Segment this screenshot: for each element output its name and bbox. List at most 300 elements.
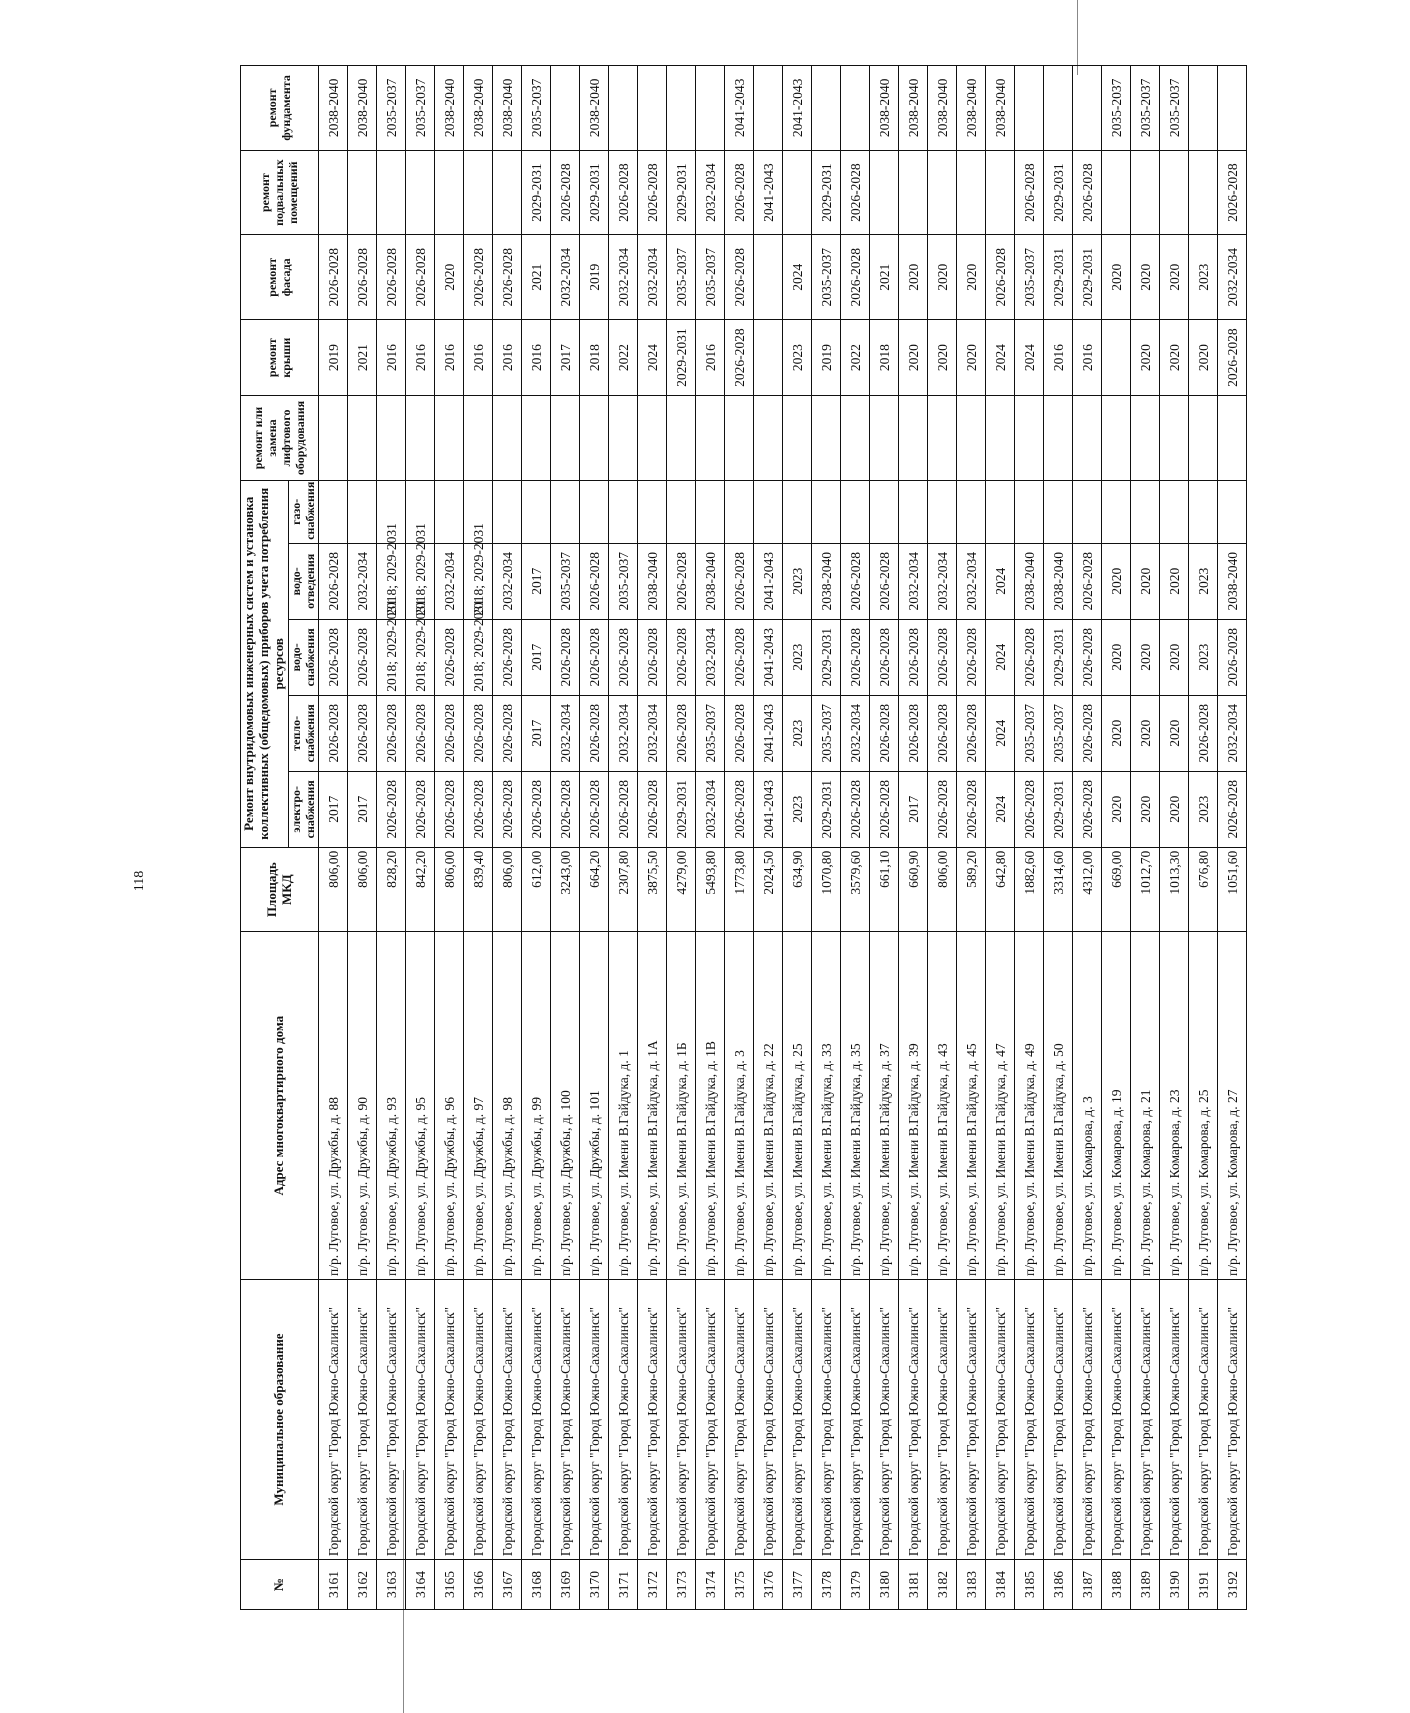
- address-cell: п/р. Луговое, ул. Дружбы, д. 95: [406, 932, 435, 1279]
- area-cell: 842,20: [406, 847, 435, 932]
- electric-cell: 2026-2028: [464, 771, 493, 847]
- address-cell: п/р. Луговое, ул. Имени В.Гайдука, д. 1: [609, 932, 638, 1279]
- area-cell: 1051,60: [1218, 847, 1247, 932]
- foundation-cell: [667, 66, 696, 151]
- table-row: [609, 66, 638, 1610]
- basement-cell: [783, 150, 812, 235]
- area-cell: 612,00: [522, 847, 551, 932]
- sewer-cell: 2018; 2029-2031: [377, 543, 406, 619]
- basement-cell: 2029-2031: [667, 150, 696, 235]
- municipality-cell: Городской округ "Город Южно-Сахалинск": [1131, 1279, 1160, 1559]
- facade-cell: 2032-2034: [609, 235, 638, 320]
- table-row: [957, 66, 986, 1610]
- foundation-cell: 2035-2037: [522, 66, 551, 151]
- electric-cell: 2017: [899, 771, 928, 847]
- area-cell: 5493,80: [696, 847, 725, 932]
- facade-cell: 2032-2034: [638, 235, 667, 320]
- address-cell: п/р. Луговое, ул. Дружбы, д. 90: [348, 932, 377, 1279]
- heat-cell: 2026-2028: [870, 695, 899, 771]
- basement-cell: 2026-2028: [841, 150, 870, 235]
- area-cell: 1012,70: [1131, 847, 1160, 932]
- electric-cell: 2026-2028: [377, 771, 406, 847]
- facade-cell: 2029-2031: [1044, 235, 1073, 320]
- elevator-cell: [377, 396, 406, 481]
- electric-cell: 2026-2028: [551, 771, 580, 847]
- facade-cell: 2035-2037: [1015, 235, 1044, 320]
- elevator-cell: [870, 396, 899, 481]
- municipality-cell: Городской округ "Город Южно-Сахалинск": [348, 1279, 377, 1559]
- sewer-cell: 2026-2028: [870, 543, 899, 619]
- municipality-cell: Городской округ "Город Южно-Сахалинск": [870, 1279, 899, 1559]
- basement-cell: 2026-2028: [609, 150, 638, 235]
- facade-cell: 2020: [928, 235, 957, 320]
- foundation-cell: [812, 66, 841, 151]
- electric-cell: 2026-2028: [1015, 771, 1044, 847]
- electric-cell: 2023: [1189, 771, 1218, 847]
- municipality-cell: Городской округ "Город Южно-Сахалинск": [609, 1279, 638, 1559]
- basement-cell: [1102, 150, 1131, 235]
- municipality-cell: Городской округ "Город Южно-Сахалинск": [551, 1279, 580, 1559]
- elevator-cell: [986, 396, 1015, 481]
- municipality-cell: Городской округ "Город Южно-Сахалинск": [1044, 1279, 1073, 1559]
- scan-artifact-line: [1077, 0, 1078, 75]
- gas-cell: [319, 480, 348, 543]
- municipality-cell: Городской округ "Город Южно-Сахалинск": [464, 1279, 493, 1559]
- facade-cell: 2029-2031: [1073, 235, 1102, 320]
- municipality-cell: Городской округ "Город Южно-Сахалинск": [493, 1279, 522, 1559]
- heat-cell: 2026-2028: [348, 695, 377, 771]
- roof-cell: 2026-2028: [725, 320, 754, 396]
- row-number: 3183: [957, 1560, 986, 1610]
- foundation-cell: 2035-2037: [377, 66, 406, 151]
- area-cell: 661,10: [870, 847, 899, 932]
- roof-cell: 2023: [783, 320, 812, 396]
- facade-cell: 2024: [783, 235, 812, 320]
- foundation-cell: 2038-2040: [319, 66, 348, 151]
- sewer-cell: 2026-2028: [841, 543, 870, 619]
- address-cell: п/р. Луговое, ул. Дружбы, д. 97: [464, 932, 493, 1279]
- row-number: 3190: [1160, 1560, 1189, 1610]
- heat-cell: 2026-2028: [464, 695, 493, 771]
- area-cell: 3579,60: [841, 847, 870, 932]
- basement-cell: [1131, 150, 1160, 235]
- water-cell: 2020: [1102, 619, 1131, 695]
- heat-cell: 2032-2034: [551, 695, 580, 771]
- address-cell: п/р. Луговое, ул. Комарова, д. 27: [1218, 932, 1247, 1279]
- basement-cell: 2032-2034: [696, 150, 725, 235]
- gas-cell: [1044, 480, 1073, 543]
- sewer-cell: 2038-2040: [1218, 543, 1247, 619]
- municipality-cell: Городской округ "Город Южно-Сахалинск": [319, 1279, 348, 1559]
- sewer-cell: 2035-2037: [609, 543, 638, 619]
- elevator-cell: [638, 396, 667, 481]
- capital-repair-table: [240, 65, 1247, 1610]
- row-number: 3184: [986, 1560, 1015, 1610]
- municipality-cell: Городской округ "Город Южно-Сахалинск": [1189, 1279, 1218, 1559]
- water-cell: 2026-2028: [870, 619, 899, 695]
- heat-cell: 2026-2028: [667, 695, 696, 771]
- address-cell: п/р. Луговое, ул. Имени В.Гайдука, д. 45: [957, 932, 986, 1279]
- water-cell: 2032-2034: [696, 619, 725, 695]
- gas-cell: [435, 480, 464, 543]
- foundation-cell: [551, 66, 580, 151]
- heat-cell: 2026-2028: [377, 695, 406, 771]
- area-cell: 806,00: [435, 847, 464, 932]
- foundation-cell: [754, 66, 783, 151]
- roof-cell: 2020: [1160, 320, 1189, 396]
- address-cell: п/р. Луговое, ул. Дружбы, д. 96: [435, 932, 464, 1279]
- water-cell: 2029-2031: [812, 619, 841, 695]
- row-number: 3175: [725, 1560, 754, 1610]
- area-cell: 806,00: [928, 847, 957, 932]
- facade-cell: 2035-2037: [667, 235, 696, 320]
- municipality-cell: Городской округ "Город Южно-Сахалинск": [812, 1279, 841, 1559]
- row-number: 3162: [348, 1560, 377, 1610]
- foundation-cell: 2038-2040: [348, 66, 377, 151]
- electric-cell: 2026-2028: [841, 771, 870, 847]
- header-sewer: водо-отведения: [288, 543, 319, 619]
- water-cell: 2026-2028: [319, 619, 348, 695]
- row-number: 3186: [1044, 1560, 1073, 1610]
- water-cell: 2018; 2029-2031: [406, 619, 435, 695]
- basement-cell: [406, 150, 435, 235]
- address-cell: п/р. Луговое, ул. Дружбы, д. 98: [493, 932, 522, 1279]
- heat-cell: 2020: [1102, 695, 1131, 771]
- facade-cell: 2026-2028: [348, 235, 377, 320]
- table-row: [754, 66, 783, 1610]
- address-cell: п/р. Луговое, ул. Имени В.Гайдука, д. 1Б: [667, 932, 696, 1279]
- heat-cell: 2032-2034: [609, 695, 638, 771]
- basement-cell: 2026-2028: [1073, 150, 1102, 235]
- address-cell: п/р. Луговое, ул. Имени В.Гайдука, д. 1А: [638, 932, 667, 1279]
- sewer-cell: 2032-2034: [493, 543, 522, 619]
- address-cell: п/р. Луговое, ул. Имени В.Гайдука, д. 49: [1015, 932, 1044, 1279]
- table-row: [580, 66, 609, 1610]
- table-row: [493, 66, 522, 1610]
- area-cell: 4312,00: [1073, 847, 1102, 932]
- row-number: 3178: [812, 1560, 841, 1610]
- water-cell: 2020: [1131, 619, 1160, 695]
- municipality-cell: Городской округ "Город Южно-Сахалинск": [1073, 1279, 1102, 1559]
- table-row: [406, 66, 435, 1610]
- elevator-cell: [464, 396, 493, 481]
- row-number: 3192: [1218, 1560, 1247, 1610]
- table-row: [522, 66, 551, 1610]
- heat-cell: 2026-2028: [899, 695, 928, 771]
- heat-cell: 2023: [783, 695, 812, 771]
- roof-cell: 2018: [870, 320, 899, 396]
- row-number: 3173: [667, 1560, 696, 1610]
- roof-cell: 2022: [609, 320, 638, 396]
- water-cell: 2026-2028: [435, 619, 464, 695]
- basement-cell: 2026-2028: [551, 150, 580, 235]
- area-cell: 664,20: [580, 847, 609, 932]
- gas-cell: [928, 480, 957, 543]
- area-cell: 1070,80: [812, 847, 841, 932]
- facade-cell: 2026-2028: [377, 235, 406, 320]
- row-number: 3167: [493, 1560, 522, 1610]
- foundation-cell: 2038-2040: [957, 66, 986, 151]
- heat-cell: 2026-2028: [928, 695, 957, 771]
- gas-cell: [696, 480, 725, 543]
- water-cell: 2026-2028: [957, 619, 986, 695]
- water-cell: 2026-2028: [551, 619, 580, 695]
- elevator-cell: [406, 396, 435, 481]
- header-gas: газо-снабжения: [288, 480, 319, 543]
- address-cell: п/р. Луговое, ул. Имени В.Гайдука, д. 50: [1044, 932, 1073, 1279]
- area-cell: 1013,30: [1160, 847, 1189, 932]
- heat-cell: 2041-2043: [754, 695, 783, 771]
- address-cell: п/р. Луговое, ул. Имени В.Гайдука, д. 22: [754, 932, 783, 1279]
- municipality-cell: Городской округ "Город Южно-Сахалинск": [1102, 1279, 1131, 1559]
- gas-cell: [609, 480, 638, 543]
- foundation-cell: 2038-2040: [435, 66, 464, 151]
- area-cell: 828,20: [377, 847, 406, 932]
- table-row: [841, 66, 870, 1610]
- roof-cell: 2017: [551, 320, 580, 396]
- municipality-cell: Городской округ "Город Южно-Сахалинск": [406, 1279, 435, 1559]
- facade-cell: 2021: [522, 235, 551, 320]
- roof-cell: 2016: [1073, 320, 1102, 396]
- elevator-cell: [957, 396, 986, 481]
- sewer-cell: 2024: [986, 543, 1015, 619]
- foundation-cell: 2035-2037: [406, 66, 435, 151]
- elevator-cell: [667, 396, 696, 481]
- foundation-cell: 2035-2037: [1102, 66, 1131, 151]
- address-cell: п/р. Луговое, ул. Имени В.Гайдука, д. 25: [783, 932, 812, 1279]
- municipality-cell: Городской округ "Город Южно-Сахалинск": [899, 1279, 928, 1559]
- heat-cell: 2026-2028: [493, 695, 522, 771]
- foundation-cell: 2038-2040: [899, 66, 928, 151]
- gas-cell: [667, 480, 696, 543]
- water-cell: 2026-2028: [667, 619, 696, 695]
- area-cell: 660,90: [899, 847, 928, 932]
- foundation-cell: [1044, 66, 1073, 151]
- electric-cell: 2026-2028: [493, 771, 522, 847]
- elevator-cell: [725, 396, 754, 481]
- gas-cell: [1218, 480, 1247, 543]
- basement-cell: [928, 150, 957, 235]
- roof-cell: 2020: [928, 320, 957, 396]
- area-cell: 2307,80: [609, 847, 638, 932]
- facade-cell: 2020: [1102, 235, 1131, 320]
- address-cell: п/р. Луговое, ул. Комарова, д. 3: [1073, 932, 1102, 1279]
- area-cell: 839,40: [464, 847, 493, 932]
- sewer-cell: 2032-2034: [435, 543, 464, 619]
- water-cell: 2026-2028: [841, 619, 870, 695]
- electric-cell: 2023: [783, 771, 812, 847]
- sewer-cell: 2038-2040: [696, 543, 725, 619]
- area-cell: 634,90: [783, 847, 812, 932]
- area-cell: 3243,00: [551, 847, 580, 932]
- roof-cell: 2029-2031: [667, 320, 696, 396]
- electric-cell: 2026-2028: [928, 771, 957, 847]
- water-cell: 2029-2031: [1044, 619, 1073, 695]
- water-cell: 2026-2028: [580, 619, 609, 695]
- facade-cell: 2020: [435, 235, 464, 320]
- row-number: 3176: [754, 1560, 783, 1610]
- electric-cell: 2026-2028: [609, 771, 638, 847]
- address-cell: п/р. Луговое, ул. Имени В.Гайдука, д. 39: [899, 932, 928, 1279]
- municipality-cell: Городской округ "Город Южно-Сахалинск": [1015, 1279, 1044, 1559]
- area-cell: 676,80: [1189, 847, 1218, 932]
- roof-cell: 2016: [493, 320, 522, 396]
- sewer-cell: 2026-2028: [1073, 543, 1102, 619]
- table-row: [783, 66, 812, 1610]
- elevator-cell: [696, 396, 725, 481]
- municipality-cell: Городской округ "Город Южно-Сахалинск": [696, 1279, 725, 1559]
- roof-cell: 2019: [812, 320, 841, 396]
- gas-cell: [580, 480, 609, 543]
- electric-cell: 2026-2028: [1218, 771, 1247, 847]
- row-number: 3189: [1131, 1560, 1160, 1610]
- basement-cell: 2029-2031: [1044, 150, 1073, 235]
- gas-cell: [1131, 480, 1160, 543]
- roof-cell: 2016: [464, 320, 493, 396]
- area-cell: 669,00: [1102, 847, 1131, 932]
- heat-cell: 2026-2028: [580, 695, 609, 771]
- gas-cell: [1189, 480, 1218, 543]
- basement-cell: [377, 150, 406, 235]
- elevator-cell: [899, 396, 928, 481]
- electric-cell: 2017: [348, 771, 377, 847]
- municipality-cell: Городской округ "Город Южно-Сахалинск": [754, 1279, 783, 1559]
- heat-cell: 2017: [522, 695, 551, 771]
- sewer-cell: 2018; 2029-2031: [464, 543, 493, 619]
- address-cell: п/р. Луговое, ул. Комарова, д. 19: [1102, 932, 1131, 1279]
- roof-cell: 2020: [957, 320, 986, 396]
- electric-cell: 2026-2028: [435, 771, 464, 847]
- municipality-cell: Городской округ "Город Южно-Сахалинск": [638, 1279, 667, 1559]
- facade-cell: 2032-2034: [1218, 235, 1247, 320]
- table-row: [696, 66, 725, 1610]
- header-no: №: [241, 1560, 319, 1610]
- electric-cell: 2020: [1131, 771, 1160, 847]
- area-cell: 3314,60: [1044, 847, 1073, 932]
- municipality-cell: Городской округ "Город Южно-Сахалинск": [928, 1279, 957, 1559]
- facade-cell: 2020: [1131, 235, 1160, 320]
- table-row: [928, 66, 957, 1610]
- facade-cell: 2032-2034: [551, 235, 580, 320]
- table-row: [464, 66, 493, 1610]
- roof-cell: [1102, 320, 1131, 396]
- address-cell: п/р. Луговое, ул. Комарова, д. 23: [1160, 932, 1189, 1279]
- area-cell: 589,20: [957, 847, 986, 932]
- address-cell: п/р. Луговое, ул. Дружбы, д. 93: [377, 932, 406, 1279]
- gas-cell: [783, 480, 812, 543]
- roof-cell: 2020: [899, 320, 928, 396]
- heat-cell: 2026-2028: [1073, 695, 1102, 771]
- roof-cell: 2018: [580, 320, 609, 396]
- electric-cell: 2029-2031: [812, 771, 841, 847]
- row-number: 3166: [464, 1560, 493, 1610]
- heat-cell: 2020: [1160, 695, 1189, 771]
- table-row: [1131, 66, 1160, 1610]
- foundation-cell: 2038-2040: [986, 66, 1015, 151]
- table-row: [1102, 66, 1131, 1610]
- heat-cell: 2024: [986, 695, 1015, 771]
- sewer-cell: 2038-2040: [638, 543, 667, 619]
- electric-cell: 2026-2028: [580, 771, 609, 847]
- elevator-cell: [551, 396, 580, 481]
- address-cell: п/р. Луговое, ул. Имени В.Гайдука, д. 33: [812, 932, 841, 1279]
- foundation-cell: 2035-2037: [1160, 66, 1189, 151]
- electric-cell: 2026-2028: [522, 771, 551, 847]
- basement-cell: [957, 150, 986, 235]
- sewer-cell: 2020: [1102, 543, 1131, 619]
- heat-cell: 2026-2028: [406, 695, 435, 771]
- area-cell: 1773,80: [725, 847, 754, 932]
- municipality-cell: Городской округ "Город Южно-Сахалинск": [725, 1279, 754, 1559]
- address-cell: п/р. Луговое, ул. Имени В.Гайдука, д. 1В: [696, 932, 725, 1279]
- address-cell: п/р. Луговое, ул. Имени В.Гайдука, д. 47: [986, 932, 1015, 1279]
- facade-cell: 2026-2028: [406, 235, 435, 320]
- header-roof: ремонт крыши: [241, 320, 319, 396]
- water-cell: 2026-2028: [725, 619, 754, 695]
- row-number: 3172: [638, 1560, 667, 1610]
- municipality-cell: Городской округ "Город Южно-Сахалинск": [1218, 1279, 1247, 1559]
- roof-cell: 2024: [1015, 320, 1044, 396]
- electric-cell: 2020: [1160, 771, 1189, 847]
- row-number: 3170: [580, 1560, 609, 1610]
- row-number: 3182: [928, 1560, 957, 1610]
- sewer-cell: 2032-2034: [348, 543, 377, 619]
- gas-cell: [957, 480, 986, 543]
- municipality-cell: Городской округ "Город Южно-Сахалинск": [435, 1279, 464, 1559]
- area-cell: 806,00: [493, 847, 522, 932]
- sewer-cell: 2032-2034: [957, 543, 986, 619]
- sewer-cell: 2026-2028: [667, 543, 696, 619]
- gas-cell: [812, 480, 841, 543]
- header-electric: электро-снабжения: [288, 771, 319, 847]
- table-row: [1044, 66, 1073, 1610]
- basement-cell: [899, 150, 928, 235]
- table-row: [1189, 66, 1218, 1610]
- electric-cell: 2026-2028: [870, 771, 899, 847]
- elevator-cell: [812, 396, 841, 481]
- elevator-cell: [435, 396, 464, 481]
- elevator-cell: [493, 396, 522, 481]
- foundation-cell: [609, 66, 638, 151]
- foundation-cell: [1073, 66, 1102, 151]
- sewer-cell: 2020: [1131, 543, 1160, 619]
- row-number: 3163: [377, 1560, 406, 1610]
- table-row: [319, 66, 348, 1610]
- header-area: Площадь МКД: [241, 847, 319, 932]
- gas-cell: [1102, 480, 1131, 543]
- gas-cell: [899, 480, 928, 543]
- header-basement: ремонт подвальных помещений: [241, 150, 319, 235]
- heat-cell: 2035-2037: [1044, 695, 1073, 771]
- elevator-cell: [783, 396, 812, 481]
- header-water: водо-снабжения: [288, 619, 319, 695]
- sewer-cell: 2026-2028: [725, 543, 754, 619]
- roof-cell: 2016: [1044, 320, 1073, 396]
- row-number: 3168: [522, 1560, 551, 1610]
- gas-cell: [551, 480, 580, 543]
- facade-cell: [754, 235, 783, 320]
- water-cell: 2026-2028: [928, 619, 957, 695]
- area-cell: 642,80: [986, 847, 1015, 932]
- foundation-cell: 2041-2043: [725, 66, 754, 151]
- area-cell: 3875,50: [638, 847, 667, 932]
- roof-cell: 2020: [1189, 320, 1218, 396]
- municipality-cell: Городской округ "Город Южно-Сахалинск": [783, 1279, 812, 1559]
- header-engineering-group: Ремонт внутридомовых инженерных систем и установка коллективных (общедомовых) приборов учета потребления ресурсов: [241, 480, 289, 847]
- water-cell: 2026-2028: [609, 619, 638, 695]
- row-number: 3185: [1015, 1560, 1044, 1610]
- water-cell: 2026-2028: [1015, 619, 1044, 695]
